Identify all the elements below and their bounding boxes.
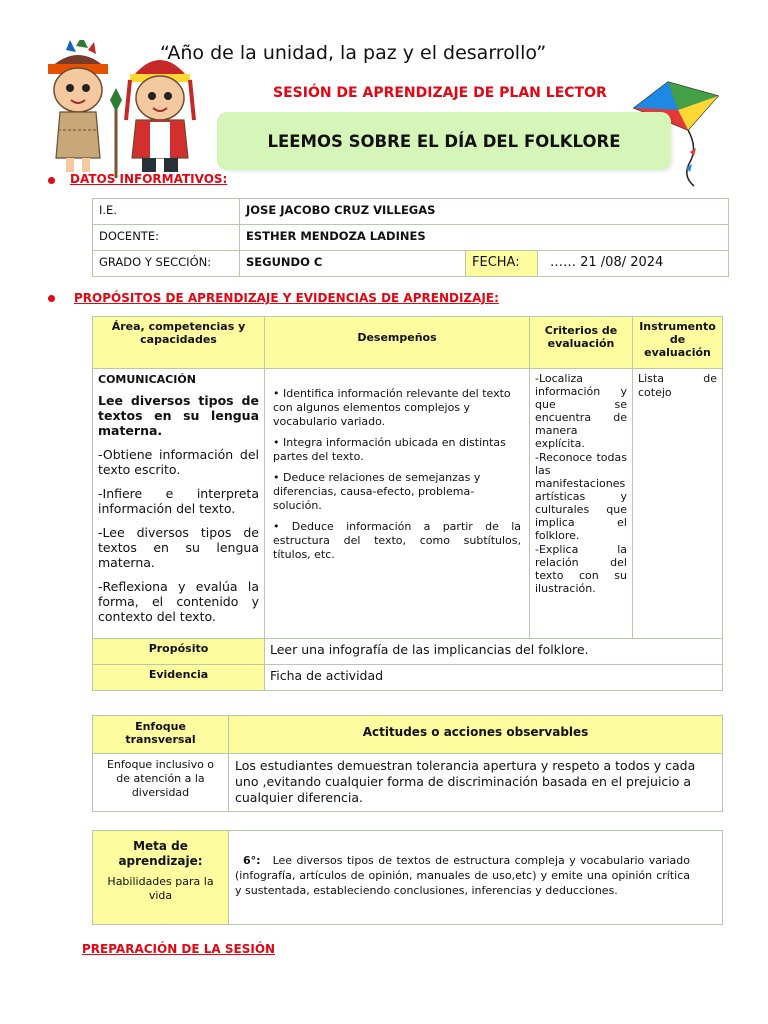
grado-label: GRADO Y SECCIÓN:	[93, 251, 240, 277]
criterio-item: -Localiza información y que se encuentra de manera explícita.	[535, 372, 627, 450]
meta-sublabel: Habilidades para la vida	[107, 875, 214, 902]
col-desempenos: Desempeños	[265, 317, 530, 369]
docente-value: ESTHER MENDOZA LADINES	[240, 225, 729, 251]
ie-label: I.E.	[93, 199, 240, 225]
enfoque-table	[92, 715, 723, 812]
info-table	[92, 198, 729, 277]
bullet-icon	[48, 177, 55, 184]
info-heading: DATOS INFORMATIVOS:	[70, 172, 228, 186]
col-enfoque: Enfoque transversal	[93, 716, 229, 754]
fecha-label: FECHA:	[466, 251, 538, 277]
desempeno-item: • Identifica información relevante del texto con algunos elementos complejos y vocabulario variado.	[273, 387, 511, 428]
capacidad-item: -Infiere e interpreta información del texto.	[98, 486, 259, 516]
col-actitudes: Actitudes o acciones observables	[229, 716, 723, 754]
enfoque-value: Enfoque inclusivo o de atención a la diversidad	[93, 754, 229, 812]
criterio-item: -Reconoce todas las manifestaciones artísticas y culturales que implica el folklore.	[535, 451, 627, 542]
competencia-text: Lee diversos tipos de textos en su lengua materna.	[98, 393, 259, 438]
title-banner	[217, 112, 671, 170]
meta-label-cell	[93, 831, 229, 925]
meta-table	[92, 830, 723, 925]
competencias-cell	[93, 369, 265, 639]
col-criterios: Criterios de evaluación	[530, 317, 633, 369]
meta-text: Lee diversos tipos de textos de estructura compleja y vocabulario variado (infografía, artículos de opinión, manuales de uso,etc) y emite una opinión crítica y sustentada, estableciendo conclusiones, inferencias y deducciones.	[235, 854, 690, 897]
purposes-heading: PROPÓSITOS DE APRENDIZAJE Y EVIDENCIAS DE APRENDIZAJE:	[74, 291, 499, 305]
bullet-icon	[48, 295, 55, 302]
evidencia-value: Ficha de actividad	[265, 665, 723, 691]
desempeno-item: • Deduce información a partir de la estructura del texto, como subtítulos, títulos, etc.	[273, 520, 521, 561]
instrumento-value: Lista de cotejo	[633, 369, 723, 639]
national-motto: “Año de la unidad, la paz y el desarrollo”	[160, 42, 547, 64]
meta-text-cell	[229, 831, 723, 925]
desempenos-cell	[265, 369, 530, 639]
desempeno-item: • Deduce relaciones de semejanzas y diferencias, causa-efecto, problema-solución.	[273, 471, 481, 512]
proposito-value: Leer una infografía de las implicancias del folklore.	[265, 639, 723, 665]
session-title: SESIÓN DE APRENDIZAJE DE PLAN LECTOR	[273, 85, 607, 101]
actitudes-value: Los estudiantes demuestran tolerancia apertura y respeto a todos y cada uno ,evitando cualquier forma de discriminación basada en el prejuicio a cualquier diferencia.	[229, 754, 723, 812]
meta-grade: 6°:	[243, 854, 261, 867]
col-instrumento: Instrumento de evaluación	[633, 317, 723, 369]
area-label: COMUNICACIÓN	[98, 373, 196, 386]
capacidad-item: -Obtiene información del texto escrito.	[98, 447, 259, 477]
meta-label: Meta de aprendizaje:	[118, 839, 203, 868]
capacidad-item: -Reflexiona y evalúa la forma, el contenido y contexto del texto.	[98, 579, 259, 624]
criterio-item: -Explica la relación del texto con su ilustración.	[535, 543, 627, 595]
criterios-cell	[530, 369, 633, 639]
grado-value: SEGUNDO C	[240, 251, 466, 277]
col-area: Área, competencias y capacidades	[93, 317, 265, 369]
evidencia-label: Evidencia	[93, 665, 265, 691]
capacidad-item: -Lee diversos tipos de textos en su lengua materna.	[98, 525, 259, 570]
docente-label: DOCENTE:	[93, 225, 240, 251]
fecha-value: …… 21 /08/ 2024	[538, 251, 729, 277]
proposito-label: Propósito	[93, 639, 265, 665]
preparation-heading: PREPARACIÓN DE LA SESIÓN	[82, 942, 276, 956]
purposes-table	[92, 316, 723, 691]
banner-title: LEEMOS SOBRE EL DÍA DEL FOLKLORE	[267, 131, 621, 151]
ie-value: JOSE JACOBO CRUZ VILLEGAS	[240, 199, 729, 225]
desempeno-item: • Integra información ubicada en distintas partes del texto.	[273, 436, 506, 463]
